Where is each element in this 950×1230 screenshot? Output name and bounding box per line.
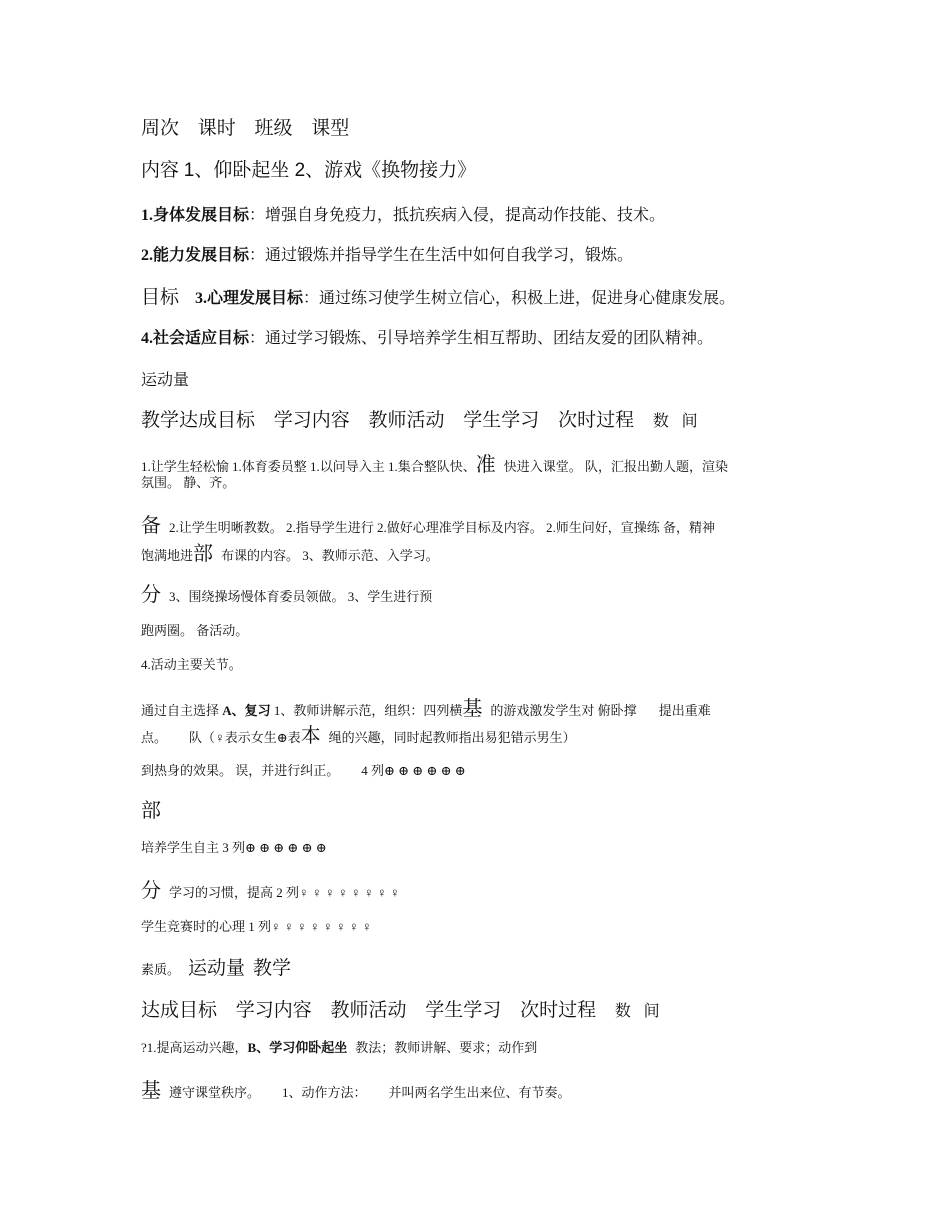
line-5-big: 分: [141, 584, 161, 606]
line-21c: 并叫两名学生出来位、有节奏。: [388, 1085, 571, 1100]
body-line-9: [141, 719, 576, 748]
goal-1-text: ：增强自身免疫力，抵抗疾病入侵，提高动作技能、技术。: [249, 207, 666, 224]
line-9a: 点。: [141, 730, 168, 745]
line-1-big: 准: [475, 454, 496, 476]
body-line-8: [141, 692, 711, 721]
th2-c1: 达成目标: [141, 1000, 218, 1021]
line-3: 2.让学生明晰教数。 2.指导学生进行 2.做好心理准学目标及内容。 2.师生问好，宣操练 备，精神: [169, 520, 716, 535]
line-4-big: 部: [193, 543, 214, 565]
line-13-big: 分: [141, 880, 161, 902]
line-4b: 布课的内容。 3、教师示范、入学习。: [221, 548, 439, 563]
body-line-14: 学生竞赛时的心理 1 列♀ ♀ ♀ ♀ ♀ ♀ ♀ ♀: [141, 919, 372, 934]
header-class: 班级: [254, 118, 293, 139]
line-20a: ?1.提高运动兴趣，: [141, 1040, 248, 1055]
th1-c4: 学生学习: [463, 410, 540, 431]
th1-c7: 间: [681, 413, 698, 430]
line-3-big: 备: [141, 515, 161, 537]
line-1a: 1.让学生轻松愉 1.体育委员整 1.以问导入主 1.集合整队快、: [141, 459, 476, 474]
body-line-12: 培养学生自主 3 列⊕ ⊕ ⊕ ⊕ ⊕ ⊕: [141, 840, 327, 855]
goal-3: [141, 282, 735, 309]
body-line-11: 部: [141, 800, 161, 822]
th1-c5: 次时过程: [558, 410, 635, 431]
line-8c: 的游戏激发学生对 俯卧撑: [490, 703, 637, 718]
body-line-10: [141, 760, 466, 779]
body-line-2: 氛围。 静、齐。: [141, 475, 236, 490]
goal-2: [141, 242, 633, 265]
line-10: 到热身的效果。 误，并进行纠正。: [141, 763, 340, 778]
th1-c2: 学习内容: [273, 410, 350, 431]
body-line-7: 4.活动主要关节。: [141, 657, 242, 672]
goal-1: [141, 202, 665, 225]
goal-4-label: 4.社会适应目标: [141, 330, 250, 347]
body-line-13: [141, 874, 400, 903]
table-header-2: [141, 995, 660, 1022]
line-1b: 快进入课堂。 队，汇报出勤人题，渲染: [503, 459, 729, 474]
line-8d: 提出重难: [658, 703, 711, 718]
line-9c: 绳的兴趣，同时起教师指出易犯错示男生）: [328, 730, 576, 745]
goal-3-label: 3.心理发展目标: [195, 290, 304, 307]
goal-1-label: 1.身体发展目标: [141, 207, 250, 224]
content-row: [141, 155, 476, 182]
content-label: 内容: [141, 160, 180, 181]
line-4a: 饱满地进: [141, 548, 194, 563]
body-line-3: [141, 509, 715, 538]
line-15c: 教学: [253, 958, 292, 979]
header-week: 周次: [141, 118, 180, 139]
line-15a: 素质。: [141, 962, 181, 977]
goal-3-text: ：通过练习使学生树立信心，积极上进，促进身心健康发展。: [303, 290, 736, 307]
line-5: 3、围绕操场慢体育委员领做。 3、学生进行预: [169, 589, 433, 604]
line-21b: 1、动作方法：: [282, 1085, 367, 1100]
body-line-20: [141, 1037, 537, 1056]
line-8-big: 基: [462, 698, 483, 720]
th1-c1: 教学达成目标: [141, 410, 256, 431]
line-8b: 1、教师讲解示范，组织：四列横: [273, 703, 463, 718]
th2-c7: 间: [643, 1003, 660, 1020]
th2-c6: 数: [614, 1003, 631, 1020]
goal-4-text: ：通过学习锻炼、引导培养学生相互帮助、团结友爱的团队精神。: [249, 330, 714, 347]
body-line-15: [141, 953, 291, 980]
th2-c5: 次时过程: [520, 1000, 597, 1021]
line-20-bold: B、学习仰卧起坐: [247, 1040, 348, 1055]
body-line-5: [141, 578, 432, 607]
th2-c2: 学习内容: [235, 1000, 312, 1021]
line-20b: 教法；教师讲解、要求；动作到: [355, 1040, 538, 1055]
line-13: 学习的习惯，提高 2 列♀ ♀ ♀ ♀ ♀ ♀ ♀ ♀: [169, 885, 400, 900]
body-line-21: [141, 1074, 571, 1103]
goal-4: [141, 325, 713, 348]
th1-c3: 教师活动: [368, 410, 445, 431]
content-items: 1、仰卧起坐 2、游戏《换物接力》: [183, 160, 477, 181]
header-row: [141, 113, 349, 140]
goal-2-label: 2.能力发展目标: [141, 247, 250, 264]
th1-c6: 数: [652, 413, 669, 430]
th2-c3: 教师活动: [330, 1000, 407, 1021]
header-period: 课时: [197, 118, 236, 139]
goal-2-text: ：通过锻炼并指导学生在生活中如何自我学习，锻炼。: [249, 247, 634, 264]
line-9b: 队（♀表示女生⊕表: [189, 730, 301, 745]
header-type: 课型: [311, 118, 350, 139]
body-line-6: 跑两圈。 备活动。: [141, 623, 249, 638]
body-line-4: [141, 537, 439, 566]
goals-mubiao: 目标: [141, 287, 180, 308]
line-9-big: 本: [300, 725, 321, 747]
line-10b: 4 列⊕ ⊕ ⊕ ⊕ ⊕ ⊕: [361, 763, 466, 778]
table-header-1: [141, 405, 698, 432]
line-8a: 通过自主选择: [141, 703, 220, 718]
line-21a: 遵守课堂秩序。: [169, 1085, 261, 1100]
yundongliang-1: 运动量: [141, 372, 190, 389]
line-21-big: 基: [141, 1080, 161, 1102]
th2-c4: 学生学习: [425, 1000, 502, 1021]
line-15b: 运动量: [188, 958, 246, 979]
line-8-bold: A、复习: [222, 703, 271, 718]
